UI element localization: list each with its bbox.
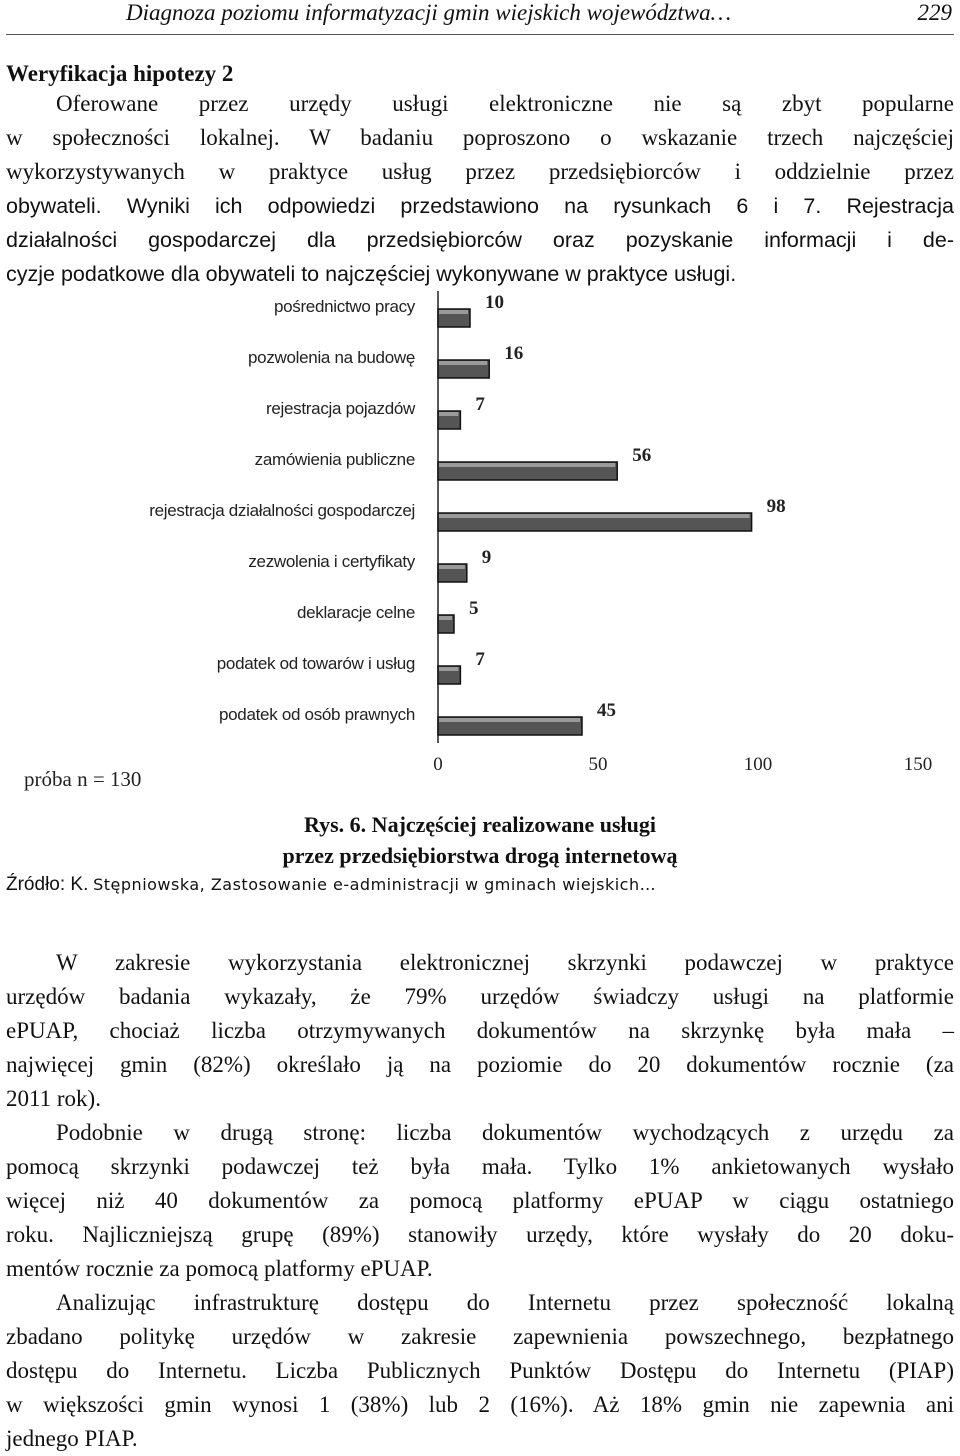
x-tick-label: 150 [903, 754, 933, 775]
bar-highlight [439, 361, 487, 365]
body-p2-line: roku. Najliczniejszą grupę (89%) stanowiły urzędy, które wysłały do 20 doku- [6, 1222, 954, 1247]
intro-line: obywateli. Wyniki ich odpowiedzi przedstawiono na rysunkach 6 i 7. Rejestracja [6, 194, 954, 218]
running-title: Diagnoza poziomu informatyzacji gmin wiejskich województwa… [126, 0, 732, 25]
bar-highlight [439, 514, 750, 518]
body-p3-line: dostępu do Internetu. Liczba Publicznych Punktów Dostępu do Internetu (PIAP) [6, 1358, 954, 1383]
data-label: 10 [485, 292, 504, 313]
figure-caption-line-2: przez przedsiębiorstwa drogą internetową [282, 843, 678, 868]
intro-line: wykorzystywanych w praktyce usług przez przedsiębiorców i oddzielnie przez [6, 159, 954, 184]
category-label: pośrednictwo pracy [273, 297, 415, 316]
bar-highlight [439, 565, 465, 569]
data-label: 56 [632, 445, 652, 466]
body-p3-line: jednego PIAP. [6, 1426, 138, 1451]
section-heading: Weryfikacja hipotezy 2 [6, 61, 234, 86]
body-p2-line: pomocą skrzynki podawczej też była mała. Tylko 1% ankietowanych wysłało [6, 1154, 954, 1179]
body-p1-line: W zakresie wykorzystania elektronicznej skrzynki podawczej w praktyce [56, 950, 954, 975]
body-p2-line: więcej niż 40 dokumentów za pomocą platformy ePUAP w ciągu ostatniego [6, 1188, 954, 1213]
x-tick-label: 0 [433, 754, 443, 775]
category-label: podatek od towarów i usług [216, 654, 415, 673]
bar-highlight [439, 718, 580, 722]
body-p1-line: urzędów badania wykazały, że 79% urzędów świadczy usługi na platformie [6, 984, 954, 1009]
category-label: podatek od osób prawnych [219, 705, 415, 724]
category-label: zezwolenia i certyfikaty [248, 552, 415, 571]
page-header [6, 0, 954, 35]
body-p1-line: ePUAP, chociaż liczba otrzymywanych dokumentów na skrzynkę była mała – [6, 1018, 954, 1043]
category-label: pozwolenia na budowę [248, 348, 415, 367]
x-tick-label: 100 [743, 754, 773, 775]
bar-highlight [439, 310, 468, 314]
intro-line: cyzje podatkowe dla obywateli to najczęściej wykonywane w praktyce usługi. [6, 262, 737, 286]
x-tick-label: 50 [588, 754, 608, 775]
data-label: 98 [766, 496, 786, 517]
sample-note: próba n = 130 [24, 767, 142, 791]
source-text: Stępniowska, Zastosowanie e-administracji w gminach wiejskich… [93, 875, 657, 894]
figure-caption-line-1: Rys. 6. Najczęściej realizowane usługi [304, 812, 656, 837]
data-label: 45 [597, 700, 616, 721]
body-p2-line: Podobnie w drugą stronę: liczba dokumentów wychodzących z urzędu za [56, 1120, 954, 1145]
category-label: zamówienia publiczne [254, 450, 415, 469]
source-label: Źródło: K. [6, 874, 89, 895]
bar-chart [0, 286, 960, 806]
data-label: 9 [481, 547, 492, 568]
data-label: 16 [504, 343, 524, 364]
data-label: 5 [469, 598, 479, 619]
page-number: 229 [917, 0, 952, 25]
figure-source [6, 874, 656, 896]
category-label: rejestracja działalności gospodarczej [149, 501, 415, 520]
body-p3-line: zbadano politykę urzędów w zakresie zapewnienia powszechnego, bezpłatnego [6, 1324, 954, 1349]
body-p3-line: Analizując infrastrukturę dostępu do Internetu przez społeczność lokalną [56, 1290, 954, 1315]
body-p2-line: mentów rocznie za pomocą platformy ePUAP. [6, 1256, 433, 1281]
intro-line: działalności gospodarczej dla przedsiębiorców oraz pozyskanie informacji i de- [6, 228, 954, 252]
data-label: 7 [475, 394, 485, 415]
bar-highlight [439, 667, 458, 671]
body-p3-line: w większości gmin wynosi 1 (38%) lub 2 (16%). Aż 18% gmin nie zapewnia ani [6, 1392, 954, 1417]
body-p1-line: 2011 rok). [6, 1086, 101, 1111]
intro-line: w społeczności lokalnej. W badaniu poproszono o wskazanie trzech najczęściej [6, 125, 954, 150]
intro-line: Oferowane przez urzędy usługi elektroniczne nie są zbyt popularne [56, 91, 954, 116]
category-label: deklaracje celne [296, 603, 415, 622]
bar-highlight [439, 616, 452, 620]
bar-highlight [439, 463, 615, 467]
data-label: 7 [475, 649, 485, 670]
bar-highlight [439, 412, 458, 416]
body-p1-line: najwięcej gmin (82%) określało ją na poziomie do 20 dokumentów rocznie (za [6, 1052, 954, 1077]
category-label: rejestracja pojazdów [266, 399, 415, 418]
